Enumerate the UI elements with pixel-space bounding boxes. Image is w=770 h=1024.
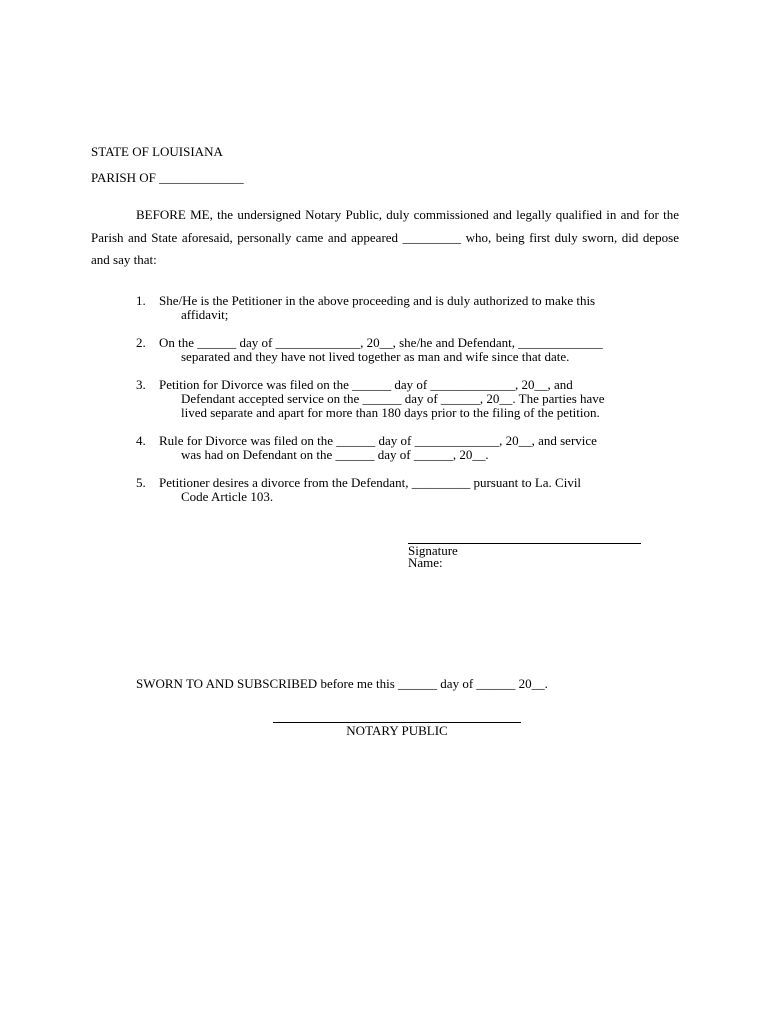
item-number: 5. — [136, 475, 146, 490]
item-line: separated and they have not lived together as man and wife since that date. — [181, 349, 570, 364]
affidavit-item-4 — [136, 434, 681, 462]
name-label: Name: — [408, 555, 443, 570]
item-number: 1. — [136, 293, 146, 308]
item-line: Code Article 103. — [181, 489, 274, 504]
signature-label: Signature — [408, 543, 458, 558]
item-text — [159, 434, 681, 462]
item-line: On the ______ day of _____________, 20__, she/he and Defendant, _____________ — [159, 335, 603, 350]
item-text — [159, 476, 681, 504]
affidavit-items-list — [136, 294, 681, 518]
state-heading: STATE OF LOUISIANA — [91, 144, 223, 159]
item-line: Defendant accepted service on the ______ day of ______, 20__. The parties have — [181, 391, 605, 406]
item-line: Petitioner desires a divorce from the Defendant, _________ pursuant to La. Civil — [159, 475, 582, 490]
affidavit-item-1 — [136, 294, 681, 322]
item-text — [159, 294, 681, 322]
item-line: affidavit; — [181, 307, 229, 322]
item-text — [159, 378, 681, 420]
affidavit-item-5 — [136, 476, 681, 504]
item-line: lived separate and apart for more than 180 days prior to the filing of the petition. — [181, 405, 600, 420]
item-number: 2. — [136, 335, 146, 350]
notary-public-label: NOTARY PUBLIC — [346, 723, 448, 738]
item-line: was had on Defendant on the ______ day of ______, 20__. — [181, 447, 489, 462]
affidavit-item-3 — [136, 378, 681, 420]
item-line: Rule for Divorce was filed on the ______ day of _____________, 20__, and service — [159, 433, 597, 448]
item-text — [159, 336, 681, 364]
item-number: 4. — [136, 433, 146, 448]
sworn-statement: SWORN TO AND SUBSCRIBED before me this ______ day of ______ 20__. — [136, 676, 548, 691]
affidavit-item-2 — [136, 336, 681, 364]
item-line: Petition for Divorce was filed on the ______ day of _____________, 20__, and — [159, 377, 573, 392]
item-line: She/He is the Petitioner in the above proceeding and is duly authorized to make this — [159, 293, 596, 308]
parish-heading: PARISH OF _____________ — [91, 170, 244, 185]
item-number: 3. — [136, 377, 146, 392]
intro-paragraph: BEFORE ME, the undersigned Notary Public, duly commissioned and legally qualified in and for the Parish and State aforesaid, personally came and appeared _________ who, being first duly sworn, did depose and say that: — [91, 207, 679, 267]
